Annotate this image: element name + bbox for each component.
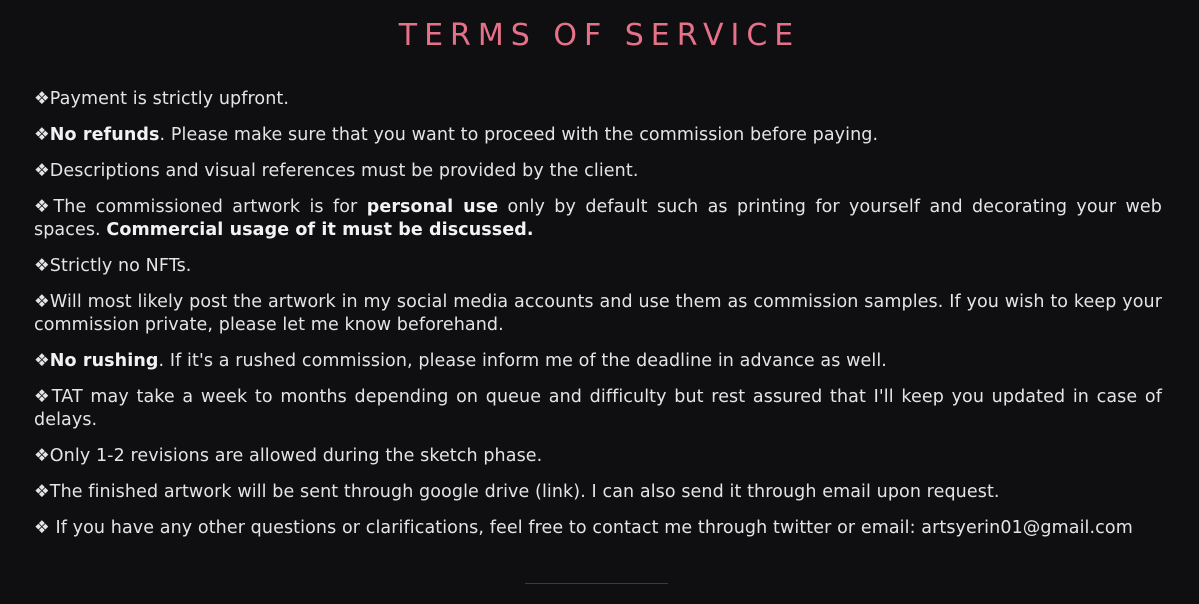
terms-item	[34, 291, 1162, 337]
terms-text: The finished artwork will be sent through google drive (link). I can also send it through email upon request.	[49, 482, 1000, 502]
terms-emphasis: No rushing	[49, 351, 159, 371]
diamond-bullet-icon: ❖	[34, 518, 50, 538]
terms-text: Payment is strictly upfront.	[49, 89, 290, 109]
terms-item	[34, 124, 1162, 147]
diamond-bullet-icon: ❖	[34, 351, 50, 371]
diamond-bullet-icon: ❖	[34, 256, 50, 276]
terms-text: The commissioned artwork is for	[53, 197, 367, 217]
page-title: TERMS OF SERVICE	[398, 18, 801, 53]
terms-emphasis: Commercial usage of it must be discussed.	[106, 220, 534, 240]
terms-emphasis: personal use	[366, 197, 499, 217]
terms-text: TAT may take a week to months depending on queue and difficulty but rest assured that I'll keep you updated in case of delays.	[34, 387, 1162, 430]
diamond-bullet-icon: ❖	[34, 482, 50, 502]
terms-item	[34, 88, 1162, 111]
terms-item	[34, 445, 1162, 468]
terms-text: . If it's a rushed commission, please inform me of the deadline in advance as well.	[158, 351, 887, 371]
terms-item	[34, 160, 1162, 183]
terms-text: Only 1-2 revisions are allowed during the sketch phase.	[49, 446, 543, 466]
diamond-bullet-icon: ❖	[34, 125, 50, 145]
terms-list	[34, 88, 1162, 553]
terms-text: Strictly no NFTs.	[49, 256, 192, 276]
divider	[525, 583, 668, 584]
terms-text: . Please make sure that you want to proceed with the commission before paying.	[159, 125, 879, 145]
diamond-bullet-icon: ❖	[34, 446, 50, 466]
diamond-bullet-icon: ❖	[34, 89, 50, 109]
terms-emphasis: No refunds	[49, 125, 160, 145]
terms-text: Descriptions and visual references must be provided by the client.	[49, 161, 639, 181]
terms-item	[34, 196, 1162, 242]
diamond-bullet-icon: ❖	[34, 161, 50, 181]
terms-item	[34, 517, 1162, 540]
terms-item	[34, 350, 1162, 373]
terms-item	[34, 255, 1162, 278]
diamond-bullet-icon: ❖	[34, 292, 50, 312]
terms-text: If you have any other questions or clarifications, feel free to contact me through twitter or email: artsyerin01@gmail.com	[49, 518, 1133, 538]
terms-text: only by default such as printing for yourself and decorating your web spaces.	[34, 197, 1163, 240]
diamond-bullet-icon: ❖	[34, 197, 54, 217]
terms-text: Will most likely post the artwork in my social media accounts and use them as commission samples. If you wish to keep your commission private, please let me know beforehand.	[34, 292, 1162, 335]
diamond-bullet-icon: ❖	[34, 387, 52, 407]
terms-item	[34, 481, 1162, 504]
terms-item	[34, 386, 1162, 432]
